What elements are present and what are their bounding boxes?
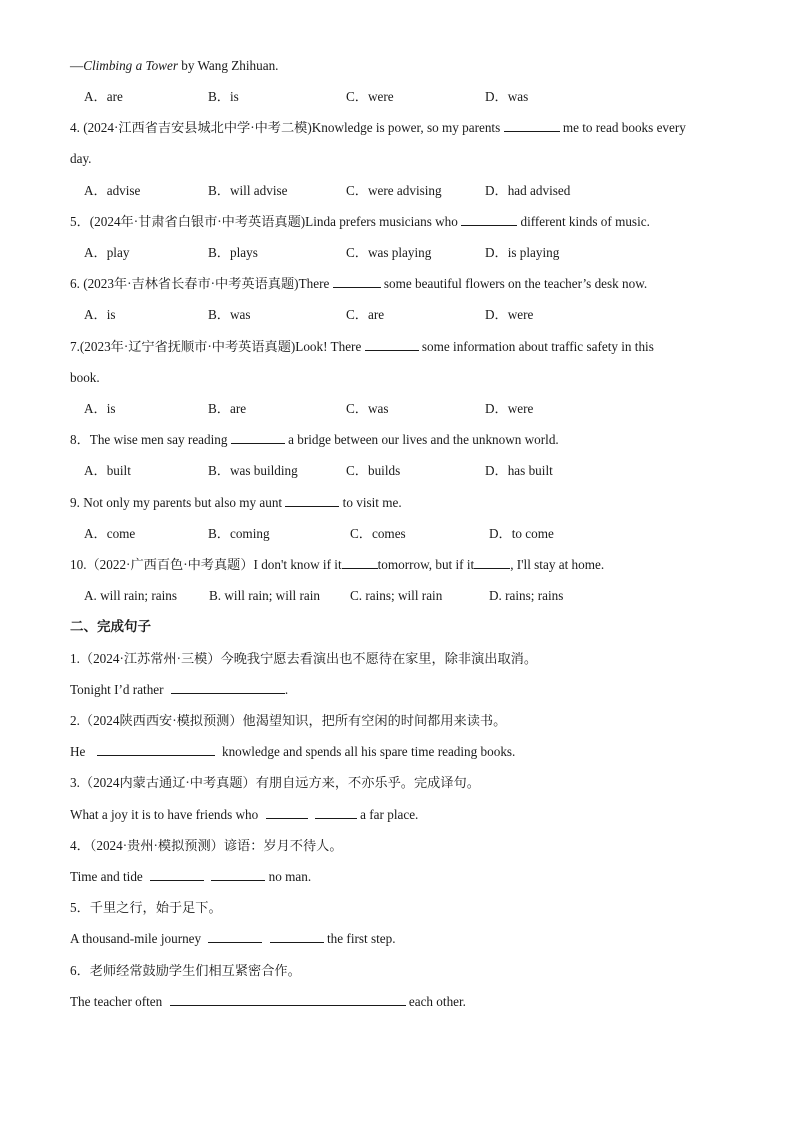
q9-options bbox=[84, 525, 684, 543]
s1-prompt: 1.（2024·江苏常州·三模）今晚我宁愿去看演出也不愿待在家里，除非演出取消。 bbox=[70, 651, 538, 666]
option-d[interactable]: D．had advised bbox=[485, 183, 571, 198]
q9-blank[interactable] bbox=[285, 494, 339, 507]
q7-blank[interactable] bbox=[365, 338, 419, 351]
q10-stem: 10.（2022·广西百色·中考真题）I don't know if it tomorrow, but if it , I'll stay at home. bbox=[70, 557, 605, 572]
q7-stem: 7.(2023年·辽宁省抚顺市·中考英语真题)Look! There some information about traffic safety in this bbox=[70, 339, 654, 354]
s3-answer: What a joy it is to have friends who a far place. bbox=[70, 807, 419, 822]
q10-options bbox=[84, 587, 684, 605]
option-b[interactable]: B．are bbox=[208, 401, 247, 416]
s5-blank-1[interactable] bbox=[208, 930, 262, 943]
q4-options bbox=[84, 182, 684, 200]
q4-blank[interactable] bbox=[504, 119, 560, 132]
option-a[interactable]: A．are bbox=[84, 89, 123, 104]
q10-blank-1[interactable] bbox=[342, 556, 378, 569]
s5-blank-2[interactable] bbox=[270, 930, 324, 943]
option-a[interactable]: A. will rain; rains bbox=[84, 588, 178, 603]
option-c[interactable]: C．was playing bbox=[346, 245, 432, 260]
s1-blank[interactable] bbox=[171, 681, 285, 694]
s3-blank-1[interactable] bbox=[266, 806, 308, 819]
option-c[interactable]: C．builds bbox=[346, 463, 401, 478]
s2-answer: He knowledge and spends all his spare time reading books. bbox=[70, 744, 516, 759]
option-d[interactable]: D. rains; rains bbox=[489, 588, 564, 603]
s6-answer: The teacher often each other. bbox=[70, 994, 466, 1009]
option-d[interactable]: D．was bbox=[485, 89, 529, 104]
s6-prompt: 6．老师经常鼓励学生们相互紧密合作。 bbox=[70, 963, 301, 978]
option-c[interactable]: C．comes bbox=[350, 526, 406, 541]
s6-blank[interactable] bbox=[170, 993, 406, 1006]
option-d[interactable]: D．has built bbox=[485, 463, 553, 478]
q9-stem: 9. Not only my parents but also my aunt to visit me. bbox=[70, 495, 402, 510]
s2-prompt: 2.（2024陕西西安·模拟预测）他渴望知识，把所有空闲的时间都用来读书。 bbox=[70, 713, 507, 728]
q5-options bbox=[84, 244, 684, 262]
q5-blank[interactable] bbox=[461, 213, 517, 226]
s1-answer: Tonight I’d rather . bbox=[70, 682, 289, 697]
option-a[interactable]: A．advise bbox=[84, 183, 141, 198]
option-c[interactable]: C．were bbox=[346, 89, 394, 104]
option-b[interactable]: B．was bbox=[208, 307, 251, 322]
q4-stem: 4. (2024·江西省吉安县城北中学·中考二模)Knowledge is power, so my parents me to read books every bbox=[70, 120, 686, 135]
s4-answer: Time and tide no man. bbox=[70, 869, 312, 884]
option-a[interactable]: A．is bbox=[84, 307, 116, 322]
s4-blank-1[interactable] bbox=[150, 868, 204, 881]
q8-stem: 8．The wise men say reading a bridge between our lives and the unknown world. bbox=[70, 432, 559, 447]
q3-options bbox=[84, 88, 684, 106]
q6-stem: 6. (2023年·吉林省长春市·中考英语真题)There some beautiful flowers on the teacher’s desk now. bbox=[70, 276, 648, 291]
option-b[interactable]: B．is bbox=[208, 89, 239, 104]
s3-blank-2[interactable] bbox=[315, 806, 357, 819]
s5-answer: A thousand-mile journey the first step. bbox=[70, 931, 396, 946]
option-d[interactable]: D．were bbox=[485, 401, 534, 416]
option-d[interactable]: D．is playing bbox=[485, 245, 560, 260]
q10-blank-2[interactable] bbox=[474, 556, 510, 569]
option-c[interactable]: C．are bbox=[346, 307, 385, 322]
option-b[interactable]: B．coming bbox=[208, 526, 270, 541]
s3-prompt: 3.（2024内蒙古通辽·中考真题）有朋自远方来，不亦乐乎。完成译句。 bbox=[70, 775, 480, 790]
poem-credit: —Climbing a Tower by Wang Zhihuan. bbox=[70, 58, 279, 73]
option-b[interactable]: B. will rain; will rain bbox=[209, 588, 320, 603]
q8-options bbox=[84, 462, 684, 480]
option-c[interactable]: C. rains; will rain bbox=[350, 588, 443, 603]
option-d[interactable]: D．to come bbox=[489, 526, 554, 541]
q7-options bbox=[84, 400, 684, 418]
s4-prompt: 4．（2024·贵州·模拟预测）谚语：岁月不待人。 bbox=[70, 838, 343, 853]
s5-prompt: 5．千里之行，始于足下。 bbox=[70, 900, 222, 915]
q4-stem-cont: day. bbox=[70, 151, 92, 166]
section-title: 二、完成句子 bbox=[70, 619, 151, 635]
option-b[interactable]: B．will advise bbox=[208, 183, 288, 198]
q8-blank[interactable] bbox=[231, 431, 285, 444]
option-a[interactable]: A．is bbox=[84, 401, 116, 416]
option-c[interactable]: C．were advising bbox=[346, 183, 442, 198]
option-a[interactable]: A．come bbox=[84, 526, 136, 541]
s4-blank-2[interactable] bbox=[211, 868, 265, 881]
option-c[interactable]: C．was bbox=[346, 401, 389, 416]
q5-stem: 5．(2024年·甘肃省白银市·中考英语真题)Linda prefers musicians who different kinds of music. bbox=[70, 214, 650, 229]
option-d[interactable]: D．were bbox=[485, 307, 534, 322]
q6-blank[interactable] bbox=[333, 275, 381, 288]
q6-options bbox=[84, 306, 684, 324]
q7-stem-cont: book. bbox=[70, 370, 100, 385]
poem-title: Climbing a Tower bbox=[83, 58, 178, 73]
s2-blank[interactable] bbox=[97, 743, 215, 756]
option-b[interactable]: B．plays bbox=[208, 245, 258, 260]
option-b[interactable]: B．was building bbox=[208, 463, 298, 478]
option-a[interactable]: A．play bbox=[84, 245, 130, 260]
option-a[interactable]: A．built bbox=[84, 463, 131, 478]
